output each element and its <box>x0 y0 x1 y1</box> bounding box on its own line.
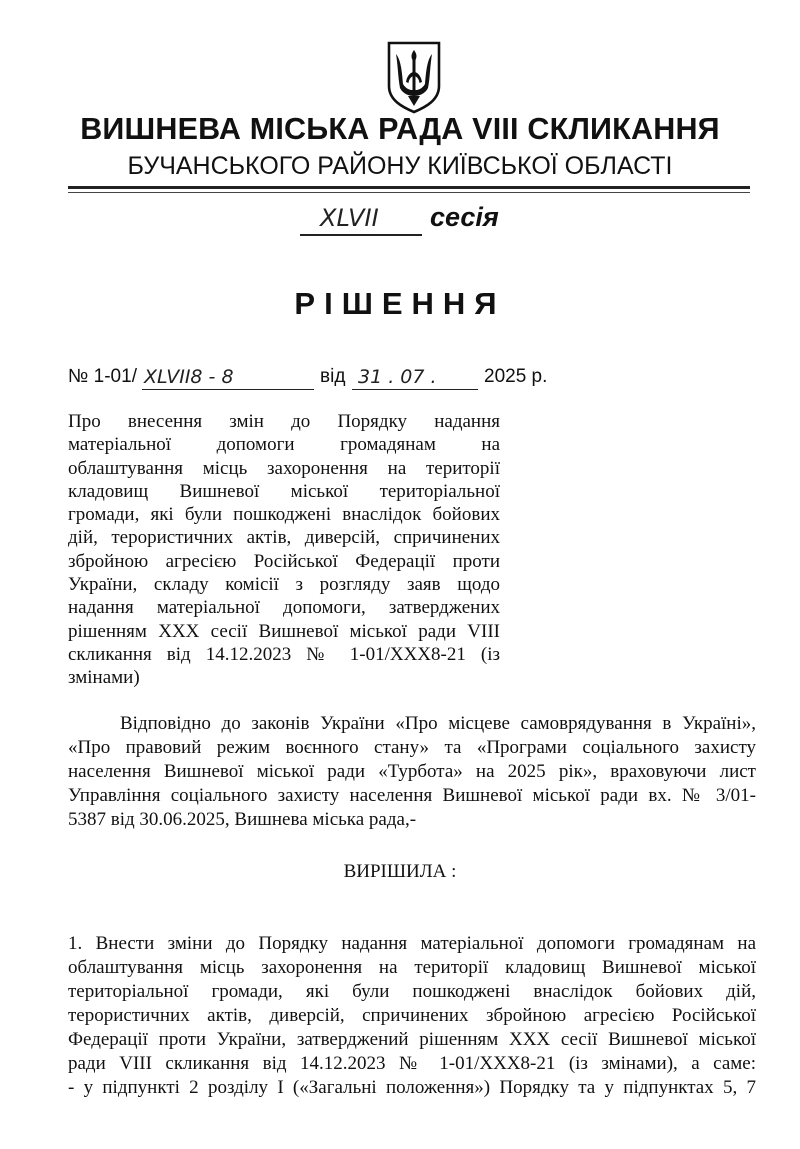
subject-line: облаштування місць захоронення на території <box>68 457 500 479</box>
decision-date-handwritten: 31 . 07 . <box>358 366 437 388</box>
decision-number-handwritten: XLVII8 - 8 <box>144 366 234 388</box>
preamble-line: населення Вишневої міської ради «Турбота» на 2025 рік», враховуючи лист <box>68 761 756 782</box>
session-underline <box>300 234 422 236</box>
subject-line: рішенням XXX сесії Вишневої міської ради VIII <box>68 620 500 642</box>
council-subtitle: БУЧАНСЬКОГО РАЙОНУ КИЇВСЬКОЇ ОБЛАСТІ <box>127 152 673 180</box>
decision-number-underline <box>142 389 314 390</box>
decision-subject <box>68 410 500 690</box>
subject-line: збройною агресією Російської Федерації проти <box>68 550 500 572</box>
subject-line: України, складу комісії з розгляду заяв щодо <box>68 574 500 596</box>
preamble-line: 5387 від 30.06.2025, Вишнева міська рада,- <box>68 809 417 830</box>
preamble-line: Управління соціального захисту населення Вишневої міської ради вх. № 3/01- <box>68 785 756 806</box>
preamble-paragraph <box>68 712 756 832</box>
session-handwritten-number: XLVII <box>320 204 379 232</box>
decision-year: 2025 р. <box>484 366 548 387</box>
point-line: - у підпункті 2 розділу I («Загальні положення») Порядку та у підпунктах 5, 7 <box>68 1077 756 1098</box>
decision-number-prefix: № 1-01/ <box>68 366 137 387</box>
preamble-line: «Про правовий режим воєнного стану» та «Програми соціального захисту <box>68 737 756 758</box>
session-line <box>300 200 560 240</box>
point-line: територіальної громади, які були пошкоджені внаслідок бойових дій, <box>68 981 756 1002</box>
decision-date-underline <box>352 389 478 390</box>
subject-line: громади, які були пошкоджені внаслідок бойових <box>68 504 500 526</box>
decision-from-label: від <box>320 366 346 387</box>
point-line: ради VIII скликання від 14.12.2023 № 1-01/XXX8-21 (із змінами), а саме: <box>68 1053 756 1074</box>
decision-point-1 <box>68 932 756 1100</box>
point-line: облаштування місць захоронення на території кладовищ Вишневої міської <box>68 957 756 978</box>
header-divider-thin <box>68 192 750 193</box>
header-divider-thick <box>68 186 750 189</box>
trident-coat-of-arms-icon <box>385 40 443 114</box>
council-title: ВИШНЕВА МІСЬКА РАДА VIII СКЛИКАННЯ <box>80 112 720 146</box>
session-label: сесія <box>430 202 499 232</box>
subject-line: змінами) <box>68 667 140 689</box>
subject-line: Про внесення змін до Порядку надання <box>68 411 500 432</box>
decision-title: РІШЕННЯ <box>294 286 506 321</box>
resolved-heading: ВИРІШИЛА : <box>343 861 457 882</box>
subject-line: дій, терористичних актів, диверсій, спричинених <box>68 527 500 549</box>
preamble-line: Відповідно до законів України «Про місцеве самоврядування в Україні», <box>120 713 756 734</box>
decision-number-line <box>68 366 628 396</box>
subject-line: скликання від 14.12.2023 № 1-01/XXX8-21 (із <box>68 643 500 665</box>
point-line: 1. Внести зміни до Порядку надання матеріальної допомоги громадянам на <box>68 933 756 954</box>
point-line: Федерації проти України, затверджений рішенням XXX сесії Вишневої міської <box>68 1029 756 1050</box>
subject-line: кладовищ Вишневої міської територіальної <box>68 480 500 502</box>
point-line: терористичних актів, диверсій, спричинених збройною агресією Російської <box>68 1005 756 1026</box>
subject-line: матеріальної допомоги громадянам на <box>68 434 500 456</box>
subject-line: надання матеріальної допомоги, затверджених <box>68 597 500 619</box>
